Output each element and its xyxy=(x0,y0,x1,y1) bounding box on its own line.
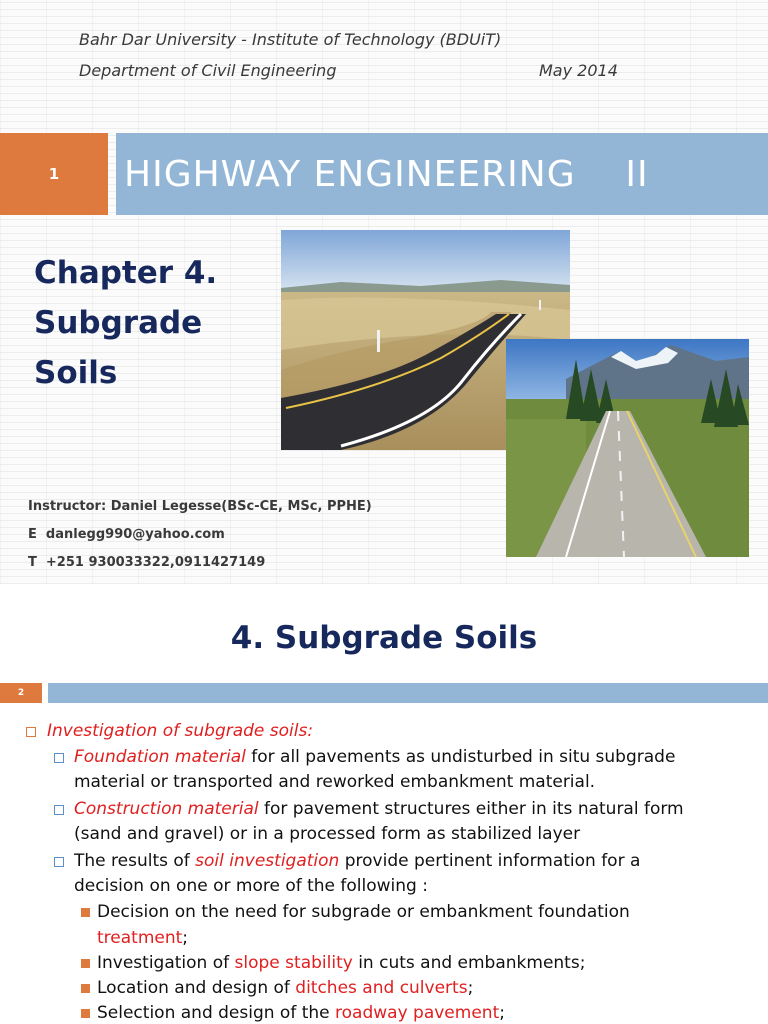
email-info: E danlegg990@yahoo.com xyxy=(28,527,225,542)
text: for pavement structures either in its natural form xyxy=(258,799,684,819)
slide-2-bar xyxy=(48,683,768,703)
item-bullet-icon xyxy=(81,908,90,917)
chapter-line-2: Subgrade xyxy=(34,305,203,341)
text: The results of xyxy=(74,851,196,871)
text: Selection and design of the xyxy=(97,1003,336,1023)
item-ditches xyxy=(97,978,473,998)
department-header: Department of Civil Engineering xyxy=(79,61,337,80)
item-bullet-icon xyxy=(81,984,90,993)
slide-number: 1 xyxy=(48,165,60,183)
term-construction: Construction material xyxy=(74,799,259,819)
sub-bullet-construction-line2: (sand and gravel) or in a processed form as stabilized layer xyxy=(74,824,581,844)
bullet-investigation: Investigation of subgrade soils: xyxy=(47,721,314,741)
sub-bullet-results xyxy=(74,851,640,871)
chapter-line-3: Soils xyxy=(34,355,118,391)
sub-bullet-foundation-line2: material or transported and reworked embankment material. xyxy=(74,772,596,792)
sub-bullet-results-line2: decision on one or more of the following : xyxy=(74,876,428,896)
phone-info: T +251 930033322,0911427149 xyxy=(28,555,266,570)
text: for all pavements as undisturbed in situ subgrade xyxy=(245,747,676,767)
road-photo-highway xyxy=(506,339,749,557)
slide-2-number-box xyxy=(0,683,42,703)
item-pavement xyxy=(97,1003,505,1023)
item-treatment: Decision on the need for subgrade or embankment foundation xyxy=(97,902,630,922)
item-slope xyxy=(97,953,585,973)
term-soil-investigation: soil investigation xyxy=(195,851,340,871)
sub-bullet-foundation xyxy=(74,747,675,767)
item-bullet-icon xyxy=(81,1009,90,1018)
university-header: Bahr Dar University - Institute of Technology (BDUiT) xyxy=(79,30,502,49)
instructor-info: Instructor: Daniel Legesse(BSc-CE, MSc, PPHE) xyxy=(28,499,372,514)
text: provide pertinent information for a xyxy=(339,851,641,871)
text: Location and design of xyxy=(97,978,296,998)
sub-bullet-construction xyxy=(74,799,684,819)
date-label: May 2014 xyxy=(539,61,618,80)
text: in cuts and embankments; xyxy=(352,953,586,973)
text: ; xyxy=(467,978,474,998)
item-bullet-icon xyxy=(81,959,90,968)
chapter-line-1: Chapter 4. xyxy=(34,255,218,291)
sub-bullet-icon xyxy=(54,753,64,763)
slide-number-box xyxy=(0,133,108,215)
item-treatment-line2 xyxy=(97,928,188,948)
title-bar xyxy=(116,133,768,215)
slide-2-title: 4. Subgrade Soils xyxy=(230,620,538,656)
text: ; xyxy=(182,928,189,948)
term-roadway-pavement: roadway pavement xyxy=(335,1003,500,1023)
course-title: HIGHWAY ENGINEERING II xyxy=(124,153,649,195)
sub-bullet-icon xyxy=(54,857,64,867)
bullet-square-icon xyxy=(26,727,36,737)
term-slope-stability: slope stability xyxy=(234,953,353,973)
term-ditches: ditches and culverts xyxy=(295,978,468,998)
text: ; xyxy=(499,1003,505,1023)
text: Investigation of xyxy=(97,953,235,973)
slide-2-number: 2 xyxy=(17,688,25,698)
chapter-title xyxy=(34,248,217,398)
term-foundation: Foundation material xyxy=(74,747,246,767)
sub-bullet-icon xyxy=(54,805,64,815)
term-treatment: treatment xyxy=(97,928,183,948)
